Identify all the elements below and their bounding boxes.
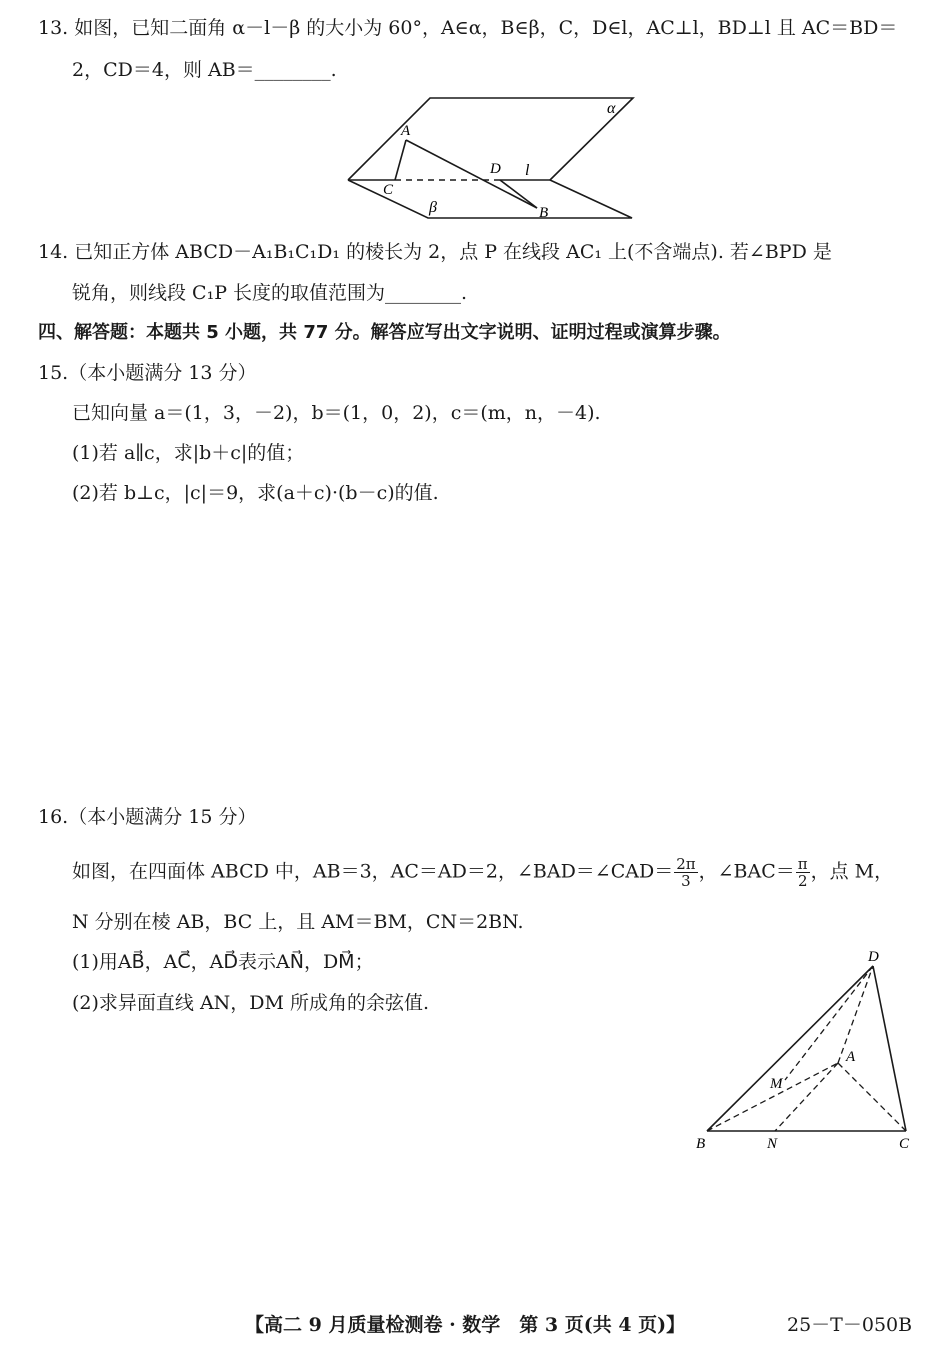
label-point-A: A — [401, 123, 411, 139]
segment-DM-dashed — [785, 966, 873, 1080]
q15-part1: (1)若 a∥c，求|b＋c|的值； — [72, 442, 305, 464]
q16-header: 16.（本小题满分 15 分） — [38, 806, 257, 828]
q13-text-line1: 13. 如图，已知二面角 α－l－β 的大小为 60°，A∈α，B∈β，C，D∈l，AC⊥l，BD⊥l 且 AC＝BD＝ — [38, 17, 898, 39]
fraction-pi-over-2 — [796, 856, 810, 889]
label-beta: β — [429, 199, 437, 216]
q16-given-line2: N 分别在棱 AB，BC 上，且 AM＝BM，CN＝2BN. — [72, 911, 524, 933]
label-point-C: C — [383, 182, 394, 198]
label-line-l: l — [525, 162, 530, 179]
q13-dihedral-figure — [345, 95, 640, 225]
label-point-B: B — [539, 205, 549, 221]
segment-CA — [395, 140, 406, 180]
label-alpha: α — [607, 100, 616, 117]
edge-AD-dashed — [838, 966, 873, 1063]
label-point-D: D — [490, 161, 501, 177]
footer-title: 【高二 9 月质量检测卷 · 数学 第 3 页(共 4 页)】 — [245, 1314, 686, 1336]
q13-text-line2: 2，CD＝4，则 AB＝________. — [72, 59, 337, 81]
frac2-denominator: 2 — [797, 872, 808, 890]
q16-tetrahedron-figure — [690, 945, 920, 1155]
q15-header: 15.（本小题满分 13 分） — [38, 362, 257, 384]
label-point-C: C — [899, 1136, 910, 1152]
label-point-D: D — [868, 949, 879, 965]
edge-AC-dashed — [838, 1063, 906, 1131]
label-point-M: M — [770, 1076, 783, 1092]
frac1-denominator: 3 — [681, 872, 691, 890]
q16-part1: (1)用AB⃗，AC⃗，AD⃗表示AN⃗，DM⃗； — [72, 951, 374, 973]
q14-text-line2: 锐角，则线段 C₁P 长度的取值范围为________. — [72, 282, 468, 304]
segment-AN-dashed — [775, 1063, 838, 1131]
edge-CD — [873, 966, 906, 1131]
frac2-numerator: π — [797, 855, 808, 873]
footer-code: 25－T－050B — [787, 1314, 913, 1336]
label-point-B: B — [696, 1136, 706, 1152]
q15-given: 已知向量 a＝(1，3，－2)，b＝(1，0，2)，c＝(m，n，－4). — [72, 402, 601, 424]
label-point-A: A — [846, 1049, 856, 1065]
label-point-N: N — [767, 1136, 778, 1152]
q15-part2: (2)若 b⊥c，|c|＝9，求(a＋c)·(b－c)的值. — [72, 482, 439, 504]
segment-AB — [406, 140, 537, 208]
q16-part2: (2)求异面直线 AN，DM 所成角的余弦值. — [72, 992, 430, 1014]
section-iv-heading: 四、解答题：本题共 5 小题，共 77 分。解答应写出文字说明、证明过程或演算步骤。 — [38, 322, 731, 343]
fraction-2pi-over-3 — [674, 856, 697, 889]
q16-given-mid: ，∠BAC＝ — [698, 860, 795, 883]
segment-DB — [500, 180, 537, 208]
edge-AB-dashed — [707, 1063, 838, 1131]
frac1-numerator: 2π — [676, 855, 696, 873]
q16-given-prefix: 如图，在四面体 ABCD 中，AB＝3，AC＝AD＝2，∠BAD＝∠CAD＝ — [72, 860, 674, 883]
q16-given-line1 — [72, 856, 893, 889]
q16-given-suffix: ，点 M， — [810, 860, 894, 883]
q14-text-line1: 14. 已知正方体 ABCD－A₁B₁C₁D₁ 的棱长为 2，点 P 在线段 AC₁ 上(不含端点). 若∠BPD 是 — [38, 241, 832, 263]
